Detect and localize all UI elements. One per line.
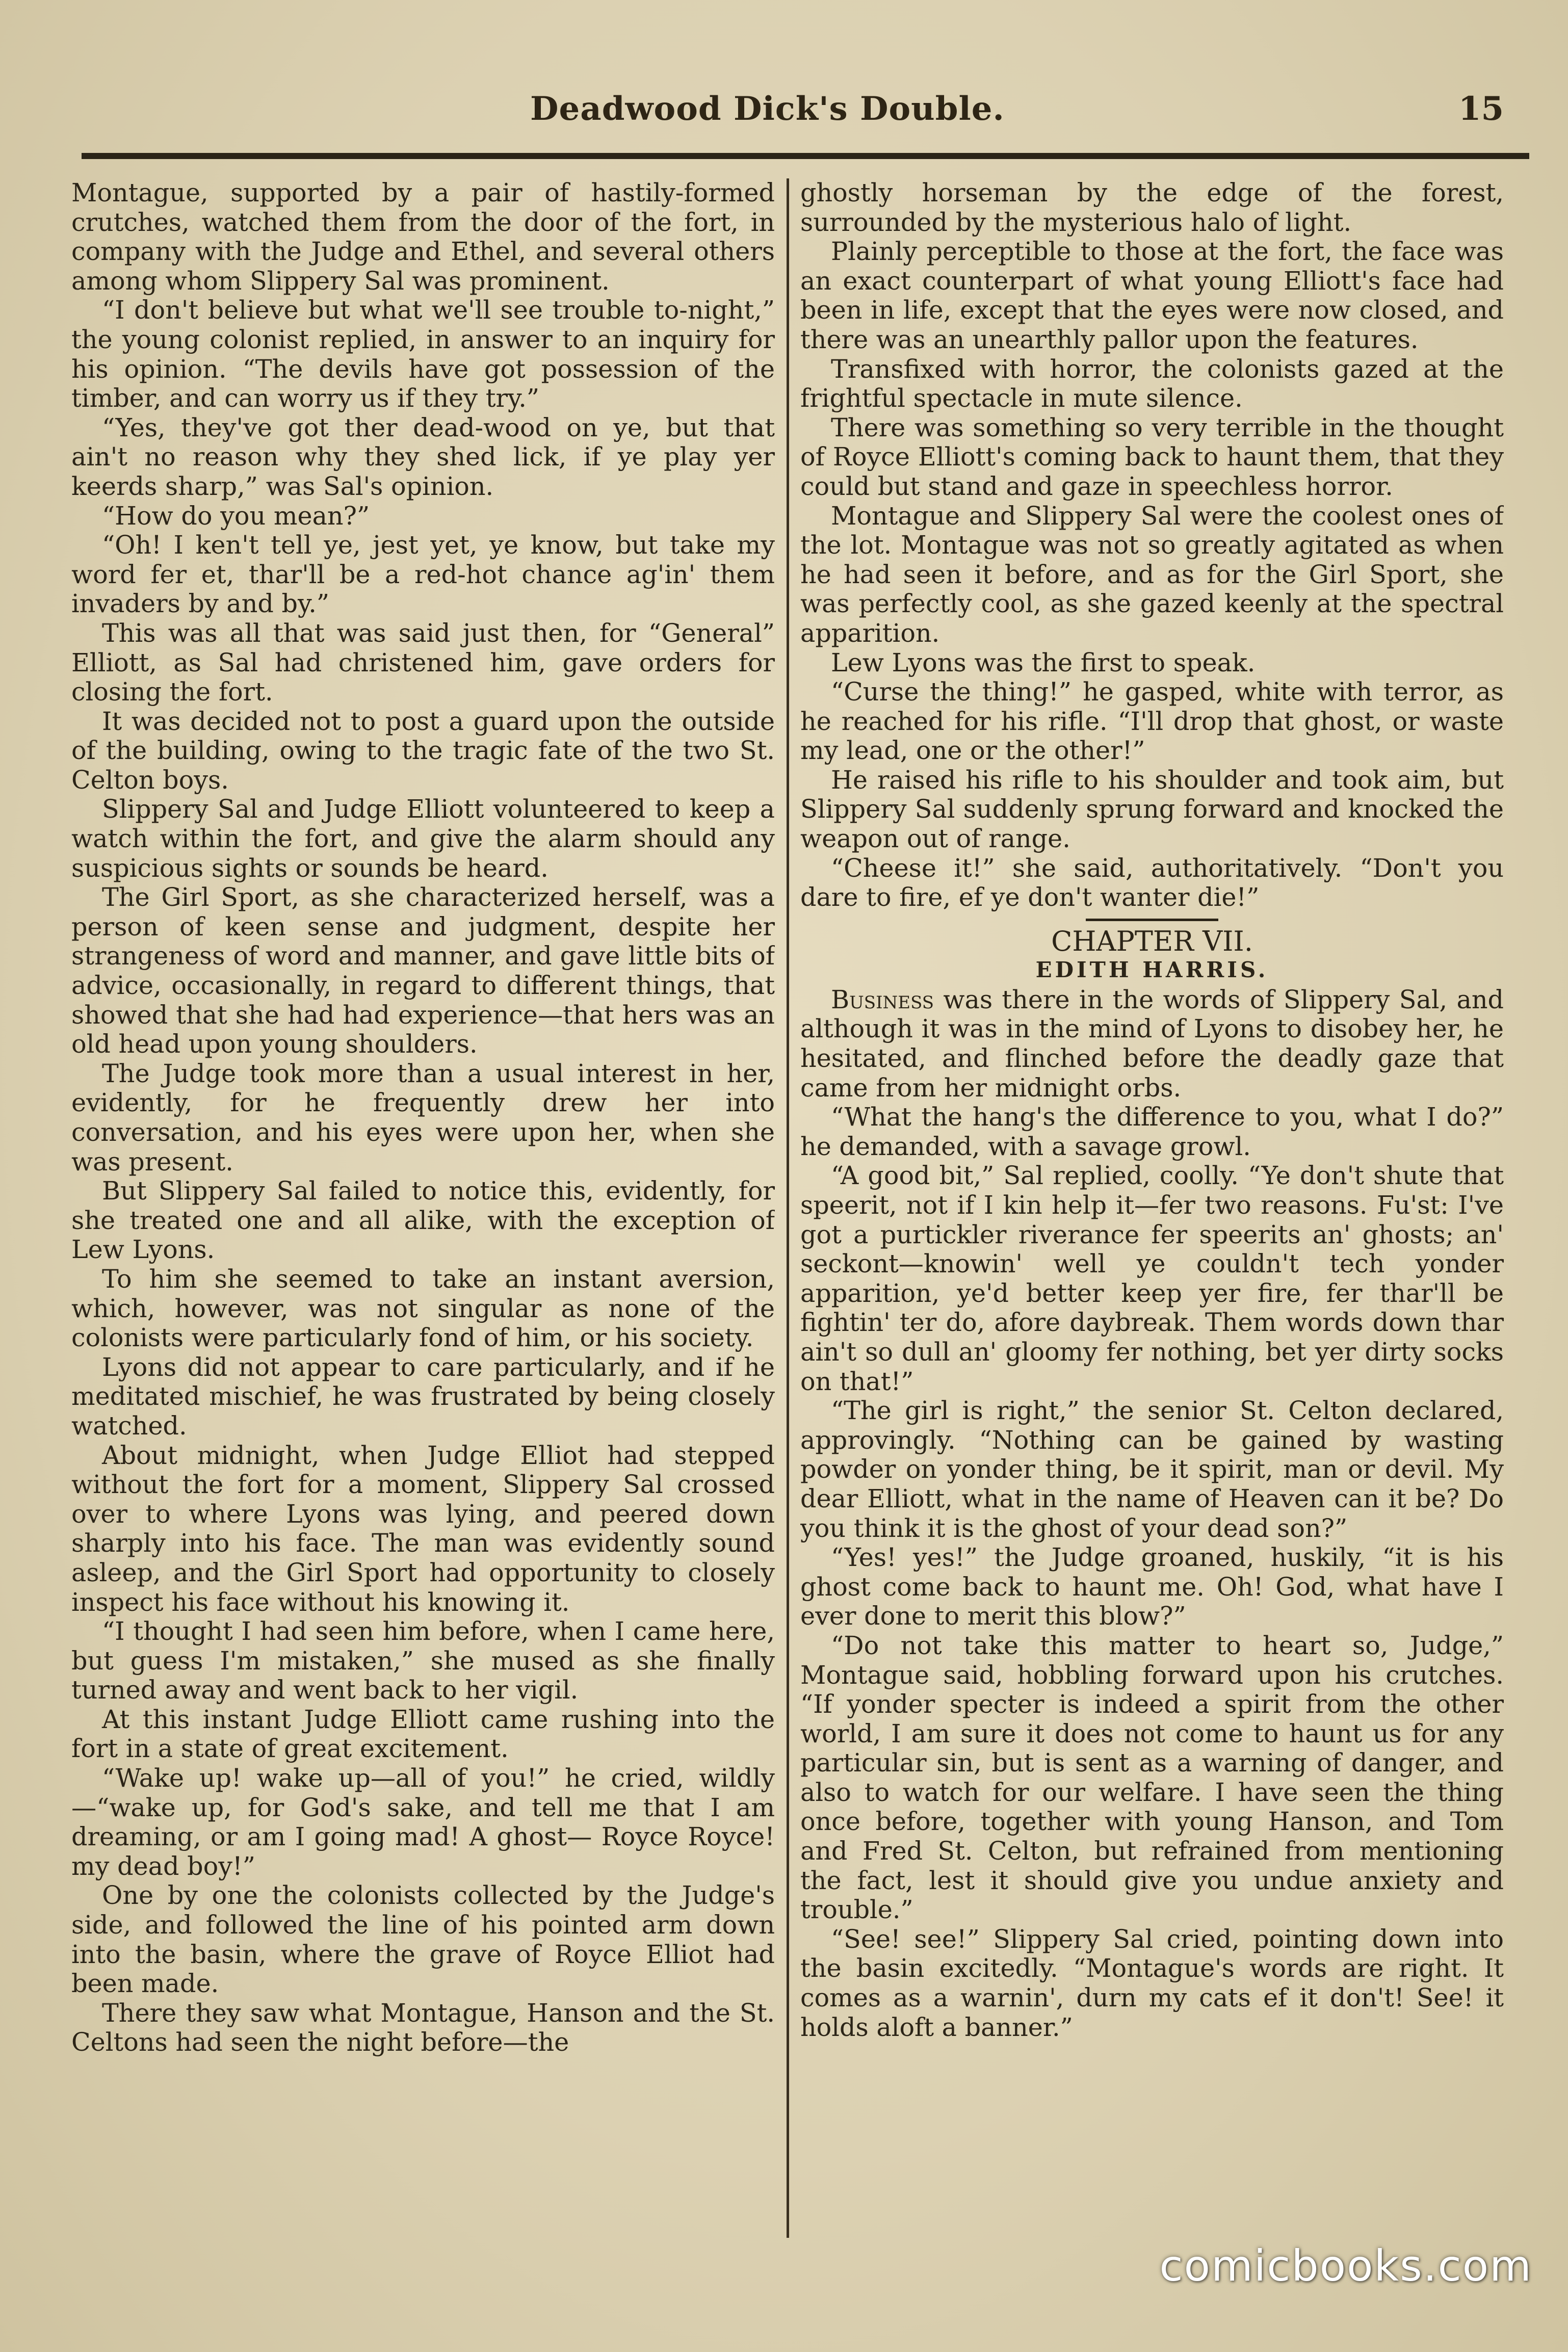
paragraph: This was all that was said just then, for “General” Elliott, as Sal had christened him, gave orders for closing the fort. bbox=[71, 618, 775, 707]
paragraph: “Wake up! wake up—all of you!” he cried, wildly—“wake up, for God's sake, and tell me that I am dreaming, or am I going mad! A ghost— Royce Royce! my dead boy!” bbox=[71, 1763, 775, 1881]
paragraph: “A good bit,” Sal replied, coolly. “Ye don't shute that speerit, not if I kin help it—fer two reasons. Fu'st: I've got a purtickler riverance fer speerits an' ghosts; an' seckont—knowin' well ye couldn't tech yonder apparition, ye'd better keep yer fire, fer thar'll be fightin' ter do, afore daybreak. Them words down thar ain't so dull an' gloomy fer nothing, bet yer dirty socks on that!” bbox=[800, 1161, 1504, 1396]
paragraph: About midnight, when Judge Elliot had stepped without the fort for a moment, Slippery Sal crossed over to where Lyons was lying, and peered down sharply into his face. The man was evidently sound asleep, and the Girl Sport had opportunity to closely inspect his face without his knowing it. bbox=[71, 1440, 775, 1617]
paragraph: Slippery Sal and Judge Elliott volunteered to keep a watch within the fort, and give the alarm should any suspicious sights or sounds be heard. bbox=[71, 794, 775, 883]
chapter-opening-paragraph bbox=[800, 985, 1504, 1103]
chapter-title: EDITH HARRIS. bbox=[1035, 957, 1269, 982]
paragraph: To him she seemed to take an instant aversion, which, however, was not singular as none of the colonists were particularly fond of him, or his society. bbox=[71, 1264, 775, 1353]
left-column bbox=[71, 178, 775, 2238]
paragraph: Plainly perceptible to those at the fort, the face was an exact counterpart of what young Elliott's face had been in life, except that the eyes were now closed, and there was an unearthly pallor upon the features. bbox=[800, 237, 1504, 354]
header-rule bbox=[82, 153, 1529, 159]
column-divider bbox=[787, 178, 789, 2238]
paragraph: But Slippery Sal failed to notice this, evidently, for she treated one and all alike, with the exception of Lew Lyons. bbox=[71, 1176, 775, 1265]
paragraph: “How do you mean?” bbox=[102, 501, 370, 531]
paragraph: “I thought I had seen him before, when I came here, but guess I'm mistaken,” she mused as she finally turned away and went back to her vigil. bbox=[71, 1616, 775, 1705]
chapter-rule bbox=[1086, 919, 1218, 921]
running-title: Deadwood Dick's Double. bbox=[530, 90, 1005, 128]
paragraph: “What the hang's the difference to you, what I do?” he demanded, with a savage growl. bbox=[800, 1102, 1504, 1161]
paragraph: There they saw what Montague, Hanson and the St. Celtons had seen the night before—the bbox=[71, 1998, 775, 2057]
paragraph: “Do not take this matter to heart so, Judge,” Montague said, hobbling forward upon his crutches. “If yonder specter is indeed a spirit from the other world, I am sure it does not come to haunt us for any particular sin, but is sent as a warning of danger, and also to watch for our welfare. I have seen the thing once before, together with young Hanson, and Tom and Fred St. Celton, but refrained from mentioning the fact, lest it should give you undue anxiety and trouble.” bbox=[800, 1630, 1504, 1925]
paragraph: “I don't believe but what we'll see trouble to-night,” the young colonist replied, in answer to an inquiry for his opinion. “The devils have got possession of the timber, and can worry us if they try.” bbox=[71, 295, 775, 413]
paragraph: The Judge took more than a usual interest in her, evidently, for he frequently drew her into conversation, and his eyes were upon her, when she was present. bbox=[71, 1058, 775, 1177]
chapter-opening-text: was there in the words of Slippery Sal, and although it was in the mind of Lyons to disobey her, he hesitated, and flinched before the deadly gaze that came from her midnight orbs. bbox=[800, 984, 1504, 1103]
paragraph: “Cheese it!” she said, authoritatively. “Don't you dare to fire, ef ye don't wanter die!” bbox=[800, 853, 1504, 912]
paragraph: Montague, supported by a pair of hastily-formed crutches, watched them from the door of the fort, in company with the Judge and Ethel, and several others among whom Slippery Sal was prominent. bbox=[71, 178, 775, 296]
paragraph: Lew Lyons was the first to speak. bbox=[831, 647, 1256, 677]
paragraph: Montague and Slippery Sal were the coolest ones of the lot. Montague was not so greatly agitated as when he had seen it before, and as for the Girl Sport, she was perfectly cool, as she gazed keenly at the spectral apparition. bbox=[800, 501, 1504, 648]
paragraph: At this instant Judge Elliott came rushing into the fort in a state of great excitement. bbox=[71, 1704, 775, 1764]
chapter-heading: CHAPTER VII. bbox=[1051, 925, 1253, 957]
page-header bbox=[82, 87, 1524, 143]
right-column bbox=[800, 178, 1504, 2238]
paragraph: Lyons did not appear to care particularly, and if he meditated mischief, he was frustrated by being closely watched. bbox=[71, 1352, 775, 1441]
watermark: comicbooks.com bbox=[1159, 2241, 1532, 2291]
paragraph: ghostly horseman by the edge of the forest, surrounded by the mysterious halo of light. bbox=[800, 178, 1504, 237]
paragraph: One by one the colonists collected by the Judge's side, and followed the line of his pointed arm down into the basin, where the grave of Royce Elliot had been made. bbox=[71, 1880, 775, 1999]
page-number: 15 bbox=[1458, 90, 1504, 128]
paragraph: “Curse the thing!” he gasped, white with terror, as he reached for his rifle. “I'll drop that ghost, or waste my lead, one or the other!” bbox=[800, 677, 1504, 766]
paragraph: “Yes! yes!” the Judge groaned, huskily, “it is his ghost come back to haunt me. Oh! God, what have I ever done to merit this blow?” bbox=[800, 1543, 1504, 1631]
paragraph: There was something so very terrible in the thought of Royce Elliott's coming back to haunt them, that they could but stand and gaze in speechless horror. bbox=[800, 412, 1504, 501]
paragraph: “The girl is right,” the senior St. Celton declared, approvingly. “Nothing can be gained by wasting powder on yonder thing, be it spirit, man or devil. My dear Elliott, what in the name of Heaven can it be? Do you think it is the ghost of your dead son?” bbox=[800, 1396, 1504, 1543]
paragraph: Transfixed with horror, the colonists gazed at the frightful spectacle in mute silence. bbox=[800, 354, 1504, 413]
paragraph: “See! see!” Slippery Sal cried, pointing down into the basin excitedly. “Montague's words are right. It comes as a warnin', durn my cats ef it don't! See! it holds aloft a banner.” bbox=[800, 1924, 1504, 2042]
paragraph: It was decided not to post a guard upon the outside of the building, owing to the tragic fate of the two St. Celton boys. bbox=[71, 706, 775, 795]
paragraph: The Girl Sport, as she characterized herself, was a person of keen sense and judgment, despite her strangeness of word and manner, and gave little bits of advice, occasionally, in regard to different things, that showed that she had had experience—that hers was an old head upon young shoulders. bbox=[71, 882, 775, 1059]
paragraph: “Yes, they've got ther dead-wood on ye, but that ain't no reason why they shed lick, if ye play yer keerds sharp,” was Sal's opinion. bbox=[71, 412, 775, 501]
paragraph: “Oh! I ken't tell ye, jest yet, ye know, but take my word fer et, thar'll be a red-hot chance ag'in' them invaders by and by.” bbox=[71, 530, 775, 619]
paragraph: He raised his rifle to his shoulder and took aim, but Slippery Sal suddenly sprung forward and knocked the weapon out of range. bbox=[800, 765, 1504, 854]
chapter-opening-lead: Business bbox=[831, 984, 934, 1014]
